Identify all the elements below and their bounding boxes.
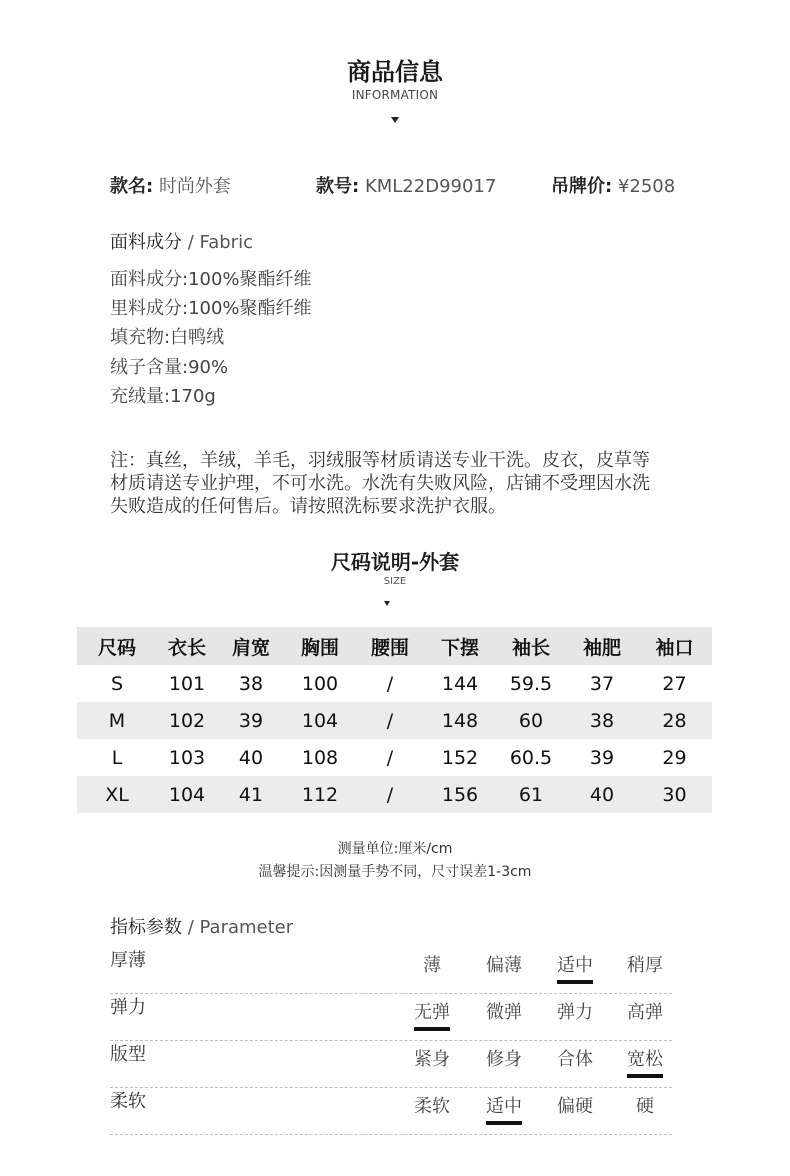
param-option: [412, 951, 452, 977]
param-option-label: 弹力: [557, 1002, 593, 1023]
table-cell: 28: [662, 709, 687, 732]
product-price-value: ¥2508: [617, 176, 676, 197]
param-option-label: 修身: [486, 1049, 522, 1070]
fabric-line: 里料成分:100%聚酯纤维: [110, 298, 312, 319]
product-name-value: 时尚外套: [158, 176, 231, 197]
chevron-down-icon: [391, 117, 399, 123]
param-option-label: 薄: [423, 955, 441, 976]
param-option-label: 适中: [557, 955, 593, 976]
table-header-cell: 袖口: [655, 636, 694, 659]
product-name: [110, 172, 231, 198]
param-option: [412, 998, 452, 1031]
param-label: 柔软: [110, 1091, 146, 1112]
param-option: [555, 998, 595, 1024]
measure-tip: 温馨提示:因测量手势不同，尺寸误差1-3cm: [258, 864, 532, 880]
param-row: [110, 1087, 672, 1135]
product-code: [316, 172, 496, 198]
fabric-line: 面料成分:100%聚酯纤维: [110, 269, 312, 290]
table-header-cell: 袖肥: [582, 636, 621, 659]
table-cell: 41: [238, 783, 264, 806]
param-option: [625, 998, 665, 1024]
product-code-label: 款号:: [316, 176, 360, 197]
page-title: 商品信息: [347, 58, 443, 86]
param-option: [555, 951, 595, 984]
param-heading: [110, 913, 293, 939]
param-option: [555, 1045, 595, 1071]
product-price-label: 吊牌价:: [551, 176, 613, 197]
param-option-label: 紧身: [414, 1049, 450, 1070]
param-option: [484, 951, 524, 977]
care-note: [110, 449, 710, 518]
table-cell: 59.5: [509, 672, 553, 695]
table-cell: L: [111, 746, 123, 769]
table-cell: M: [108, 709, 126, 732]
care-note-line: 材质请送专业护理，不可水洗。水洗有失败风险，店铺不受理因水洗: [110, 473, 650, 494]
table-cell: 103: [168, 746, 206, 769]
param-title-en: / Parameter: [182, 917, 294, 938]
product-name-label: 款名:: [110, 176, 154, 197]
table-cell: 61: [518, 783, 544, 806]
table-header-cell: 袖长: [511, 636, 550, 659]
table-cell: 30: [662, 783, 687, 806]
param-option-label: 无弹: [414, 1002, 450, 1023]
param-option: [412, 1045, 452, 1071]
table-cell: 38: [238, 672, 264, 695]
param-option-label: 合体: [557, 1049, 593, 1070]
table-row: [77, 739, 712, 776]
param-option: [625, 951, 665, 977]
param-option: [625, 1045, 665, 1078]
param-label: 版型: [110, 1044, 146, 1065]
table-cell: 27: [662, 672, 687, 695]
table-cell: 29: [662, 746, 687, 769]
care-note-line: 失败造成的任何售后。请按照洗标要求洗护衣服。: [110, 496, 506, 517]
fabric-heading: [110, 228, 253, 254]
table-header-cell: 胸围: [300, 636, 339, 659]
fabric-line: 填充物:白鸭绒: [110, 327, 225, 348]
param-option-label: 高弹: [627, 1002, 663, 1023]
table-cell: 60: [518, 709, 544, 732]
table-cell: 156: [441, 783, 479, 806]
table-header: [77, 627, 712, 665]
table-cell: /: [386, 672, 394, 695]
table-cell: 112: [301, 783, 339, 806]
table-cell: /: [386, 746, 394, 769]
param-option-label: 偏薄: [486, 955, 522, 976]
table-row: [77, 702, 712, 739]
size-subtitle: SIZE: [383, 576, 407, 587]
care-note-line: 注：真丝，羊绒，羊毛，羽绒服等材质请送专业干洗。皮衣，皮草等: [110, 450, 650, 471]
param-option-label: 柔软: [414, 1096, 450, 1117]
table-header-cell: 腰围: [370, 636, 409, 659]
table-cell: 108: [301, 746, 339, 769]
table-cell: 38: [589, 709, 615, 732]
table-cell: XL: [105, 783, 129, 806]
table-cell: 40: [238, 746, 264, 769]
table-cell: 104: [168, 783, 206, 806]
table-cell: 39: [238, 709, 264, 732]
selected-marker: [627, 1074, 663, 1078]
table-row: [77, 776, 712, 813]
param-option: [484, 1045, 524, 1071]
table-cell: /: [386, 783, 394, 806]
fabric-line: 绒子含量:90%: [110, 357, 229, 378]
table-cell: 60.5: [509, 746, 553, 769]
param-option-label: 微弹: [486, 1002, 522, 1023]
param-option: [484, 1092, 524, 1125]
chevron-down-icon: [384, 601, 390, 606]
page-subtitle: INFORMATION: [351, 88, 439, 102]
table-header-cell: 下摆: [440, 636, 479, 659]
param-row: [110, 993, 672, 1041]
product-code-value: KML22D99017: [364, 176, 497, 197]
table-cell: S: [110, 672, 124, 695]
table-cell: 152: [441, 746, 479, 769]
table-cell: 100: [301, 672, 339, 695]
size-table: [77, 627, 712, 813]
table-cell: 148: [441, 709, 479, 732]
product-price: [551, 172, 675, 198]
param-option-label: 偏硬: [557, 1096, 593, 1117]
param-option: [484, 998, 524, 1024]
table-header-cell: 衣长: [167, 636, 206, 659]
param-label: 弹力: [110, 997, 146, 1018]
table-cell: /: [386, 709, 394, 732]
table-header-cell: 尺码: [97, 636, 136, 659]
table-cell: 39: [589, 746, 615, 769]
fabric-line: 充绒量:170g: [110, 386, 216, 407]
param-title: 指标参数: [110, 917, 182, 938]
table-cell: 101: [168, 672, 206, 695]
table-cell: 40: [589, 783, 615, 806]
fabric-title-en: / Fabric: [182, 232, 253, 253]
param-option: [412, 1092, 452, 1118]
table-cell: 144: [441, 672, 479, 695]
table-cell: 104: [301, 709, 339, 732]
table-row: [77, 665, 712, 702]
selected-marker: [414, 1027, 450, 1031]
selected-marker: [557, 980, 593, 984]
param-option-label: 硬: [636, 1096, 654, 1117]
table-header-cell: 肩宽: [231, 636, 270, 659]
param-option: [555, 1092, 595, 1118]
table-cell: 37: [589, 672, 615, 695]
param-option: [625, 1092, 665, 1118]
param-option-label: 适中: [486, 1096, 522, 1117]
param-option-label: 稍厚: [627, 955, 663, 976]
measure-unit: 测量单位:厘米/cm: [337, 841, 453, 857]
param-row: [110, 946, 672, 994]
table-cell: 102: [168, 709, 206, 732]
size-title: 尺码说明-外套: [330, 550, 460, 574]
param-label: 厚薄: [110, 950, 146, 971]
selected-marker: [486, 1121, 522, 1125]
param-option-label: 宽松: [627, 1049, 663, 1070]
param-row: [110, 1040, 672, 1088]
fabric-title: 面料成分: [110, 232, 182, 253]
